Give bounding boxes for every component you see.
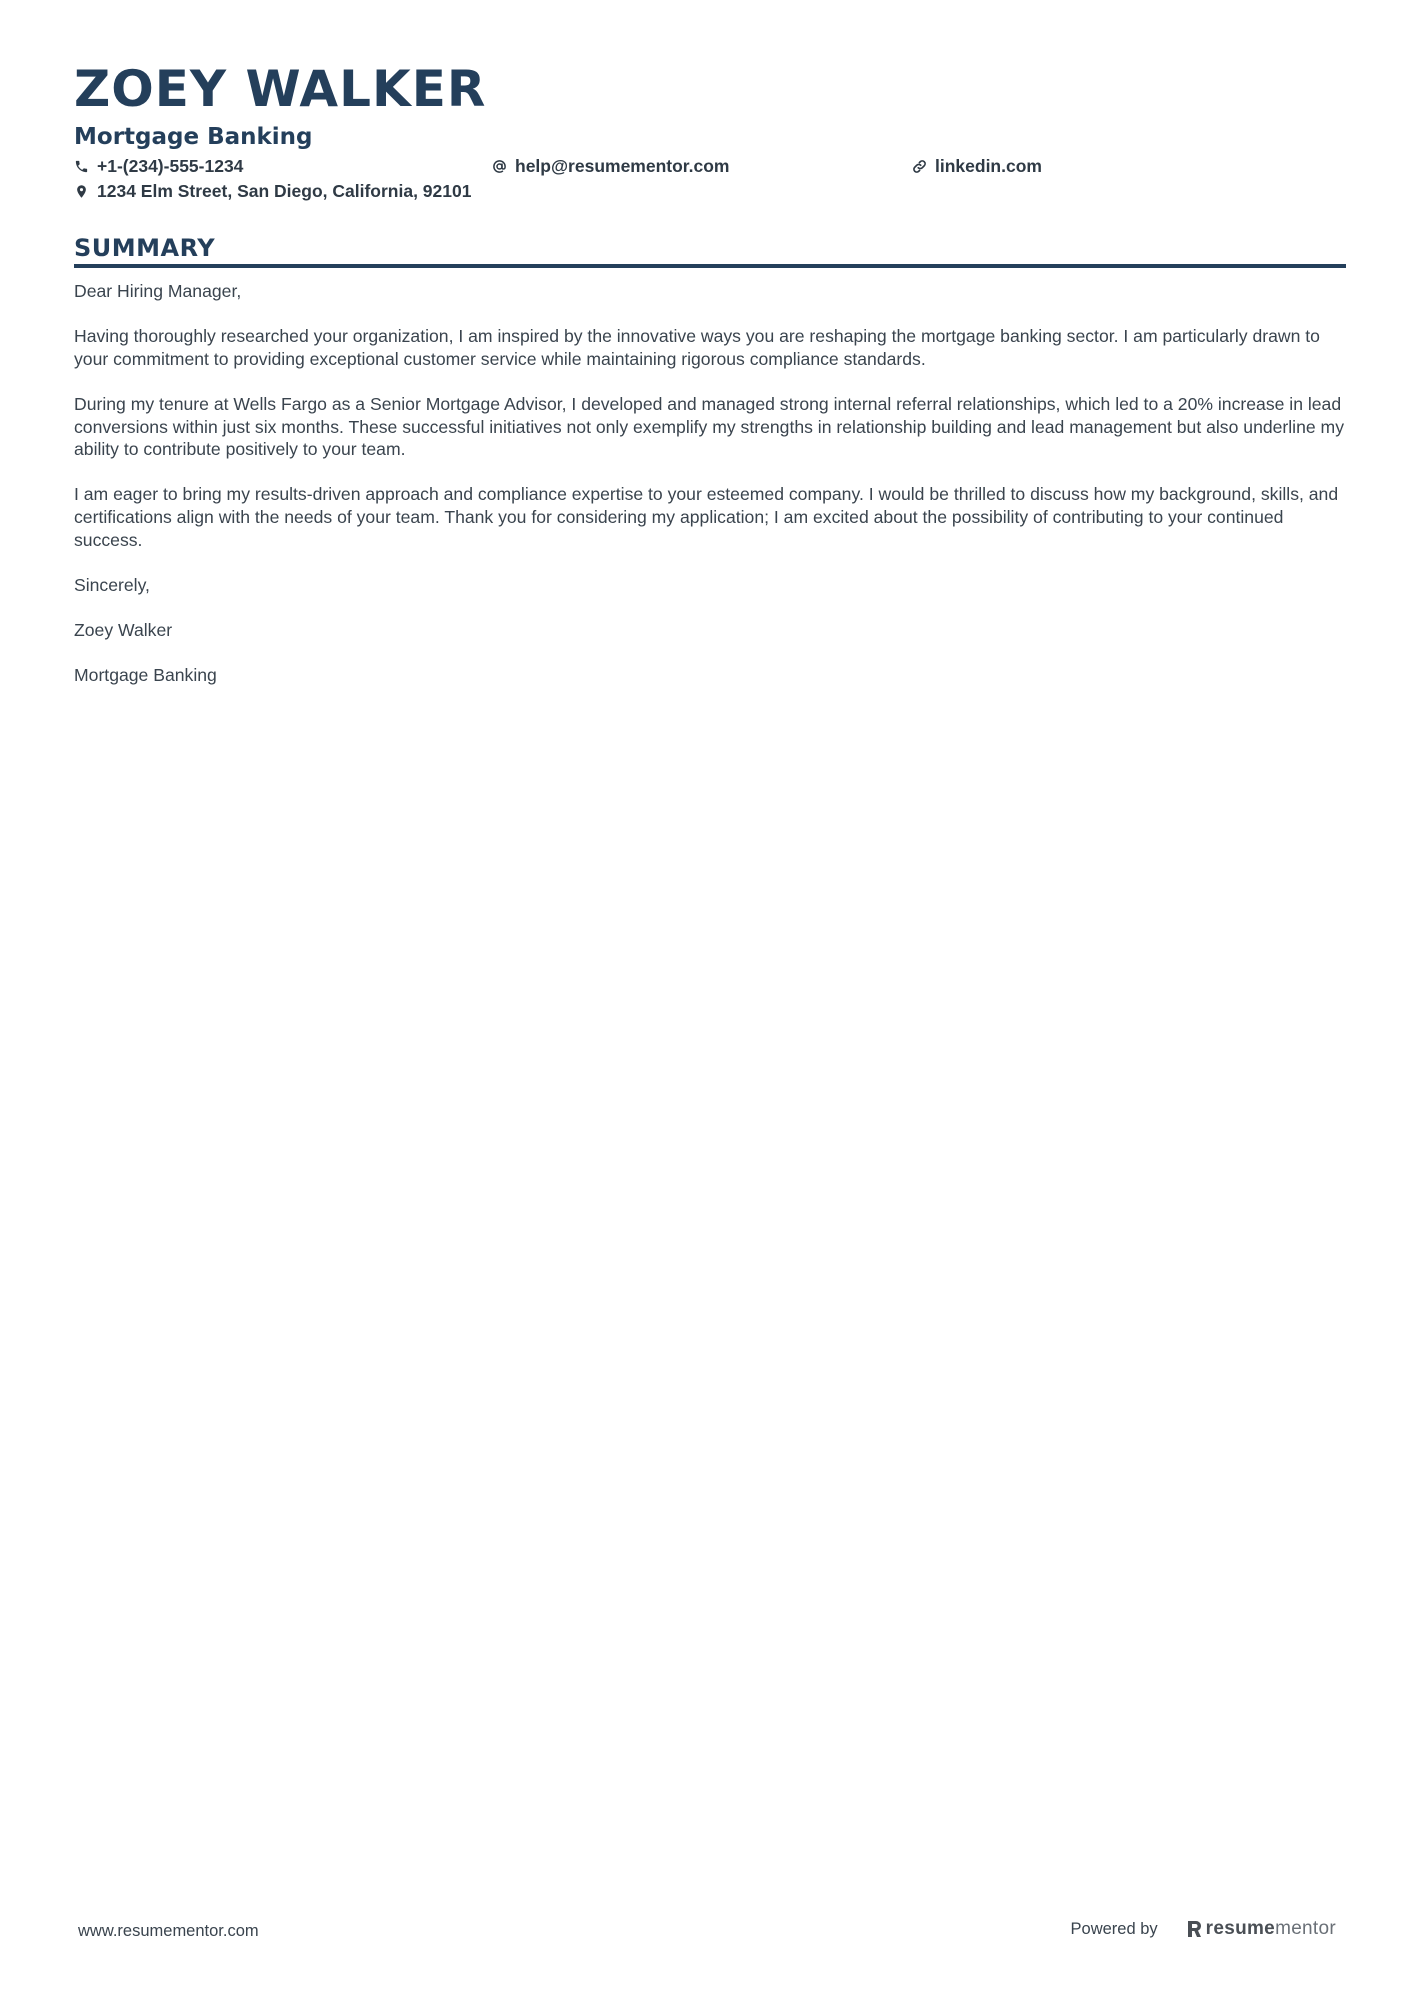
candidate-name: ZOEY WALKER xyxy=(74,60,487,118)
body-paragraph: During my tenure at Wells Fargo as a Senior Mortgage Advisor, I developed and managed strong internal referral relationships, which led to a 20% increase in lead conversions within just six months. These successful initiatives not only exemplify my strengths in relationship building and lead management but also underline my ability to contribute positively to your team. xyxy=(74,393,1345,460)
address-contact xyxy=(74,179,471,203)
powered-by-label: Powered by xyxy=(1070,1919,1158,1938)
salutation: Dear Hiring Manager, xyxy=(74,281,242,301)
closing: Sincerely, xyxy=(74,574,150,595)
signature-name: Zoey Walker xyxy=(74,619,173,640)
location-pin-icon xyxy=(74,184,89,199)
brand-name-bold: resume xyxy=(1205,1918,1276,1939)
letter-body xyxy=(74,280,1346,687)
summary-section xyxy=(74,232,1346,709)
email-contact[interactable] xyxy=(492,154,730,178)
footer-branding xyxy=(1071,1918,1336,1940)
phone-contact[interactable] xyxy=(74,154,243,178)
link-icon xyxy=(912,159,927,174)
brand-name-light: mentor xyxy=(1275,1918,1336,1939)
phone-icon xyxy=(74,159,89,174)
linkedin-text: linkedin.com xyxy=(935,155,1042,176)
section-title: SUMMARY xyxy=(74,234,216,262)
linkedin-contact[interactable] xyxy=(912,154,1042,178)
brand-logo[interactable] xyxy=(1186,1918,1336,1940)
resumementor-logo-icon xyxy=(1186,1919,1202,1939)
at-icon xyxy=(492,159,507,174)
body-paragraph: Having thoroughly researched your organization, I am inspired by the innovative ways you are reshaping the mortgage banking sector. I am particularly drawn to your commitment to providing exceptional customer service while maintaining rigorous compliance standards. xyxy=(74,326,1320,369)
footer-website[interactable]: www.resumementor.com xyxy=(78,1922,259,1940)
candidate-role: Mortgage Banking xyxy=(74,124,313,150)
header xyxy=(74,58,1346,206)
signature-title: Mortgage Banking xyxy=(74,665,217,686)
contact-info xyxy=(74,154,1346,206)
section-divider xyxy=(74,264,1346,268)
phone-text: +1-(234)-555-1234 xyxy=(97,155,244,176)
email-text: help@resumementor.com xyxy=(515,155,730,176)
address-text: 1234 Elm Street, San Diego, California, 92101 xyxy=(97,180,472,201)
brand-name xyxy=(1206,1918,1336,1940)
body-paragraph: I am eager to bring my results-driven approach and compliance expertise to your esteemed company. I would be thrilled to discuss how my background, skills, and certifications align with the needs of your team. Thank you for considering my application; I am excited about the possibility of contributing to your continued success. xyxy=(74,484,1339,550)
